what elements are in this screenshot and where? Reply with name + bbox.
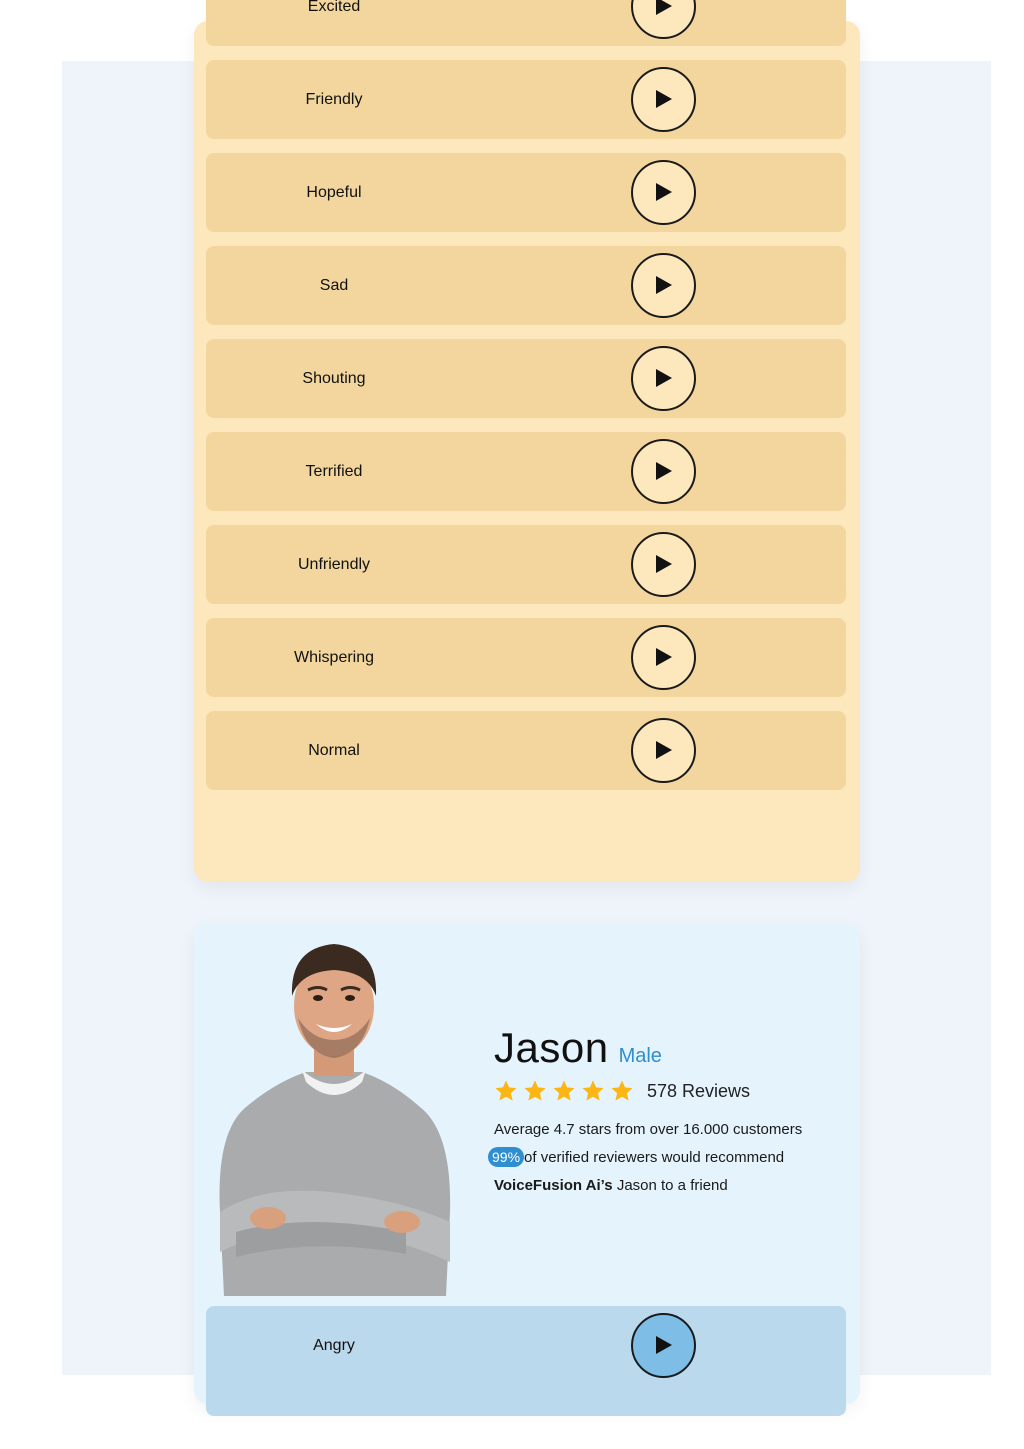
recommend-line bbox=[494, 1144, 854, 1172]
recommend-text: of verified reviewers would recommend bbox=[524, 1149, 785, 1166]
play-button[interactable] bbox=[631, 0, 696, 39]
play-icon bbox=[656, 462, 672, 480]
emotion-label: Terrified bbox=[305, 463, 363, 480]
play-icon bbox=[656, 90, 672, 108]
star-rating bbox=[494, 1079, 639, 1103]
emotion-label: Angry bbox=[313, 1337, 355, 1354]
recommend-line-2 bbox=[494, 1172, 854, 1200]
play-button[interactable] bbox=[631, 439, 696, 504]
play-icon bbox=[656, 369, 672, 387]
emotion-row bbox=[206, 60, 846, 139]
emotion-row bbox=[206, 153, 846, 232]
play-button[interactable] bbox=[631, 346, 696, 411]
play-icon bbox=[656, 183, 672, 201]
emotion-row bbox=[206, 432, 846, 511]
play-icon bbox=[656, 741, 672, 759]
play-button[interactable] bbox=[631, 160, 696, 225]
recommend-text-2: Jason to a friend bbox=[616, 1177, 728, 1194]
play-button[interactable] bbox=[631, 1313, 696, 1378]
page-background bbox=[62, 0, 991, 1375]
emotion-label: Unfriendly bbox=[297, 556, 371, 573]
voice-emotions-card bbox=[194, 0, 860, 882]
star-icon bbox=[494, 1079, 518, 1103]
voice-description bbox=[494, 1116, 854, 1200]
voice-name-row bbox=[494, 1024, 662, 1072]
emotion-row bbox=[206, 618, 846, 697]
star-icon bbox=[610, 1079, 634, 1103]
voice-gender: Male bbox=[618, 1045, 662, 1067]
recommend-badge: 99% bbox=[488, 1147, 524, 1167]
reviews-count: 578 Reviews bbox=[647, 1080, 751, 1101]
play-icon bbox=[656, 555, 672, 573]
emotion-row-angry bbox=[206, 1306, 846, 1416]
play-button[interactable] bbox=[631, 625, 696, 690]
emotion-row bbox=[206, 525, 846, 604]
emotion-row bbox=[206, 711, 846, 790]
emotion-label: Sad bbox=[319, 277, 349, 294]
emotion-label: Normal bbox=[308, 742, 360, 759]
rating-summary: Average 4.7 stars from over 16.000 customers bbox=[494, 1121, 803, 1138]
emotion-label: Whispering bbox=[293, 649, 375, 666]
voice-name: Jason bbox=[494, 1024, 609, 1071]
emotion-row bbox=[206, 246, 846, 325]
play-button[interactable] bbox=[631, 253, 696, 318]
brand-name: VoiceFusion Ai’s bbox=[494, 1177, 613, 1194]
play-button[interactable] bbox=[631, 532, 696, 597]
star-icon bbox=[523, 1079, 547, 1103]
avatar bbox=[206, 932, 462, 1296]
emotion-label: Hopeful bbox=[306, 184, 362, 201]
play-icon bbox=[656, 648, 672, 666]
emotion-label: Excited bbox=[307, 0, 361, 15]
person-portrait-icon bbox=[206, 932, 462, 1296]
emotion-label: Friendly bbox=[305, 91, 363, 108]
emotion-list bbox=[206, 0, 846, 804]
emotion-row bbox=[206, 339, 846, 418]
jason-voice-card bbox=[194, 924, 860, 1404]
star-icon bbox=[581, 1079, 605, 1103]
play-icon bbox=[656, 0, 672, 15]
play-icon bbox=[656, 276, 672, 294]
emotion-row bbox=[206, 0, 846, 46]
play-button[interactable] bbox=[631, 718, 696, 783]
star-icon bbox=[552, 1079, 576, 1103]
rating-row bbox=[494, 1079, 750, 1103]
play-icon bbox=[656, 1336, 672, 1354]
emotion-label: Shouting bbox=[302, 370, 366, 387]
play-button[interactable] bbox=[631, 67, 696, 132]
